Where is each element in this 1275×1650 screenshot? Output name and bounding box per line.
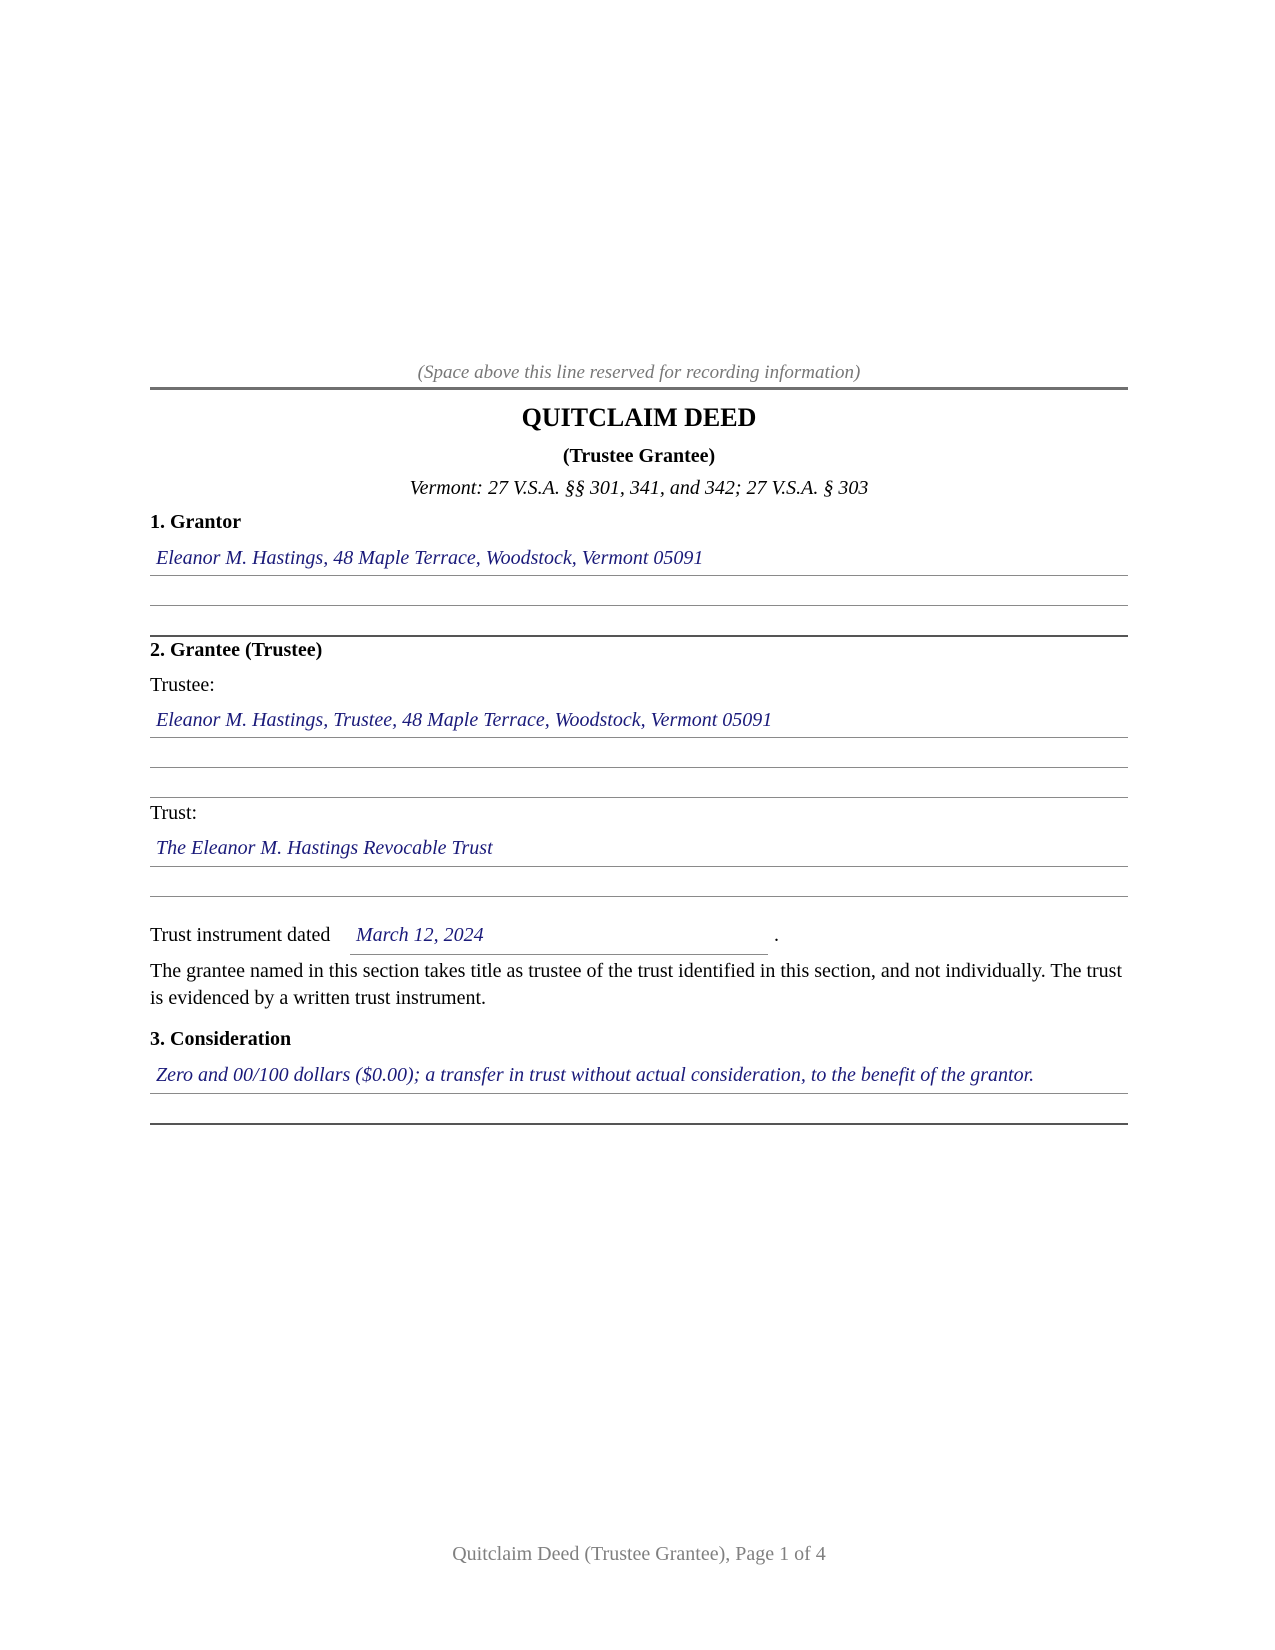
deed-page — [150, 0, 1128, 1650]
recording-space-note: (Space above this line reserved for recording information) — [417, 362, 861, 383]
consideration-line-2 — [150, 1123, 1128, 1125]
consideration-line-1 — [150, 1093, 1128, 1094]
trust-line-2 — [150, 896, 1128, 897]
instrument-date-row — [150, 921, 1128, 961]
grantor-line-2 — [150, 605, 1128, 606]
document-subtitle: (Trustee Grantee) — [562, 445, 716, 467]
consideration-field[interactable]: Zero and 00/100 dollars ($0.00); a transfer in trust without actual consideration, to the benefit of the grantor. — [156, 1064, 1035, 1086]
statute-reference: Vermont: 27 V.S.A. §§ 301, 341, and 342; 27 V.S.A. § 303 — [409, 477, 869, 499]
grantor-field[interactable]: Eleanor M. Hastings, 48 Maple Terrace, Woodstock, Vermont 05091 — [156, 547, 704, 569]
instrument-date-line — [350, 954, 768, 955]
trust-label: Trust: — [150, 802, 198, 824]
trustee-field[interactable]: Eleanor M. Hastings, Trustee, 48 Maple Terrace, Woodstock, Vermont 05091 — [156, 709, 773, 731]
instrument-date-period: . — [774, 924, 779, 946]
recording-rule — [150, 387, 1128, 390]
trust-name-field[interactable]: The Eleanor M. Hastings Revocable Trust — [156, 837, 493, 859]
trust-line-1 — [150, 866, 1128, 867]
grantor-line-1 — [150, 575, 1128, 576]
trustee-line-2 — [150, 767, 1128, 768]
document-title: QUITCLAIM DEED — [521, 403, 757, 432]
trustee-label: Trustee: — [150, 674, 215, 696]
grantor-heading: 1. Grantor — [150, 511, 242, 533]
consideration-heading: 3. Consideration — [150, 1028, 292, 1050]
grantee-heading: 2. Grantee (Trustee) — [150, 639, 323, 661]
instrument-date-label: Trust instrument dated — [150, 924, 331, 946]
trustee-capacity-statement: The grantee named in this section takes title as trustee of the trust identified in this section, and not individually. The trust is evidenced by a written trust instrument. — [150, 960, 1123, 1009]
instrument-date-field[interactable]: March 12, 2024 — [356, 924, 484, 946]
trustee-line-3 — [150, 797, 1128, 798]
trustee-line-1 — [150, 737, 1128, 738]
page-footer: Quitclaim Deed (Trustee Grantee), Page 1 of 4 — [452, 1543, 826, 1565]
